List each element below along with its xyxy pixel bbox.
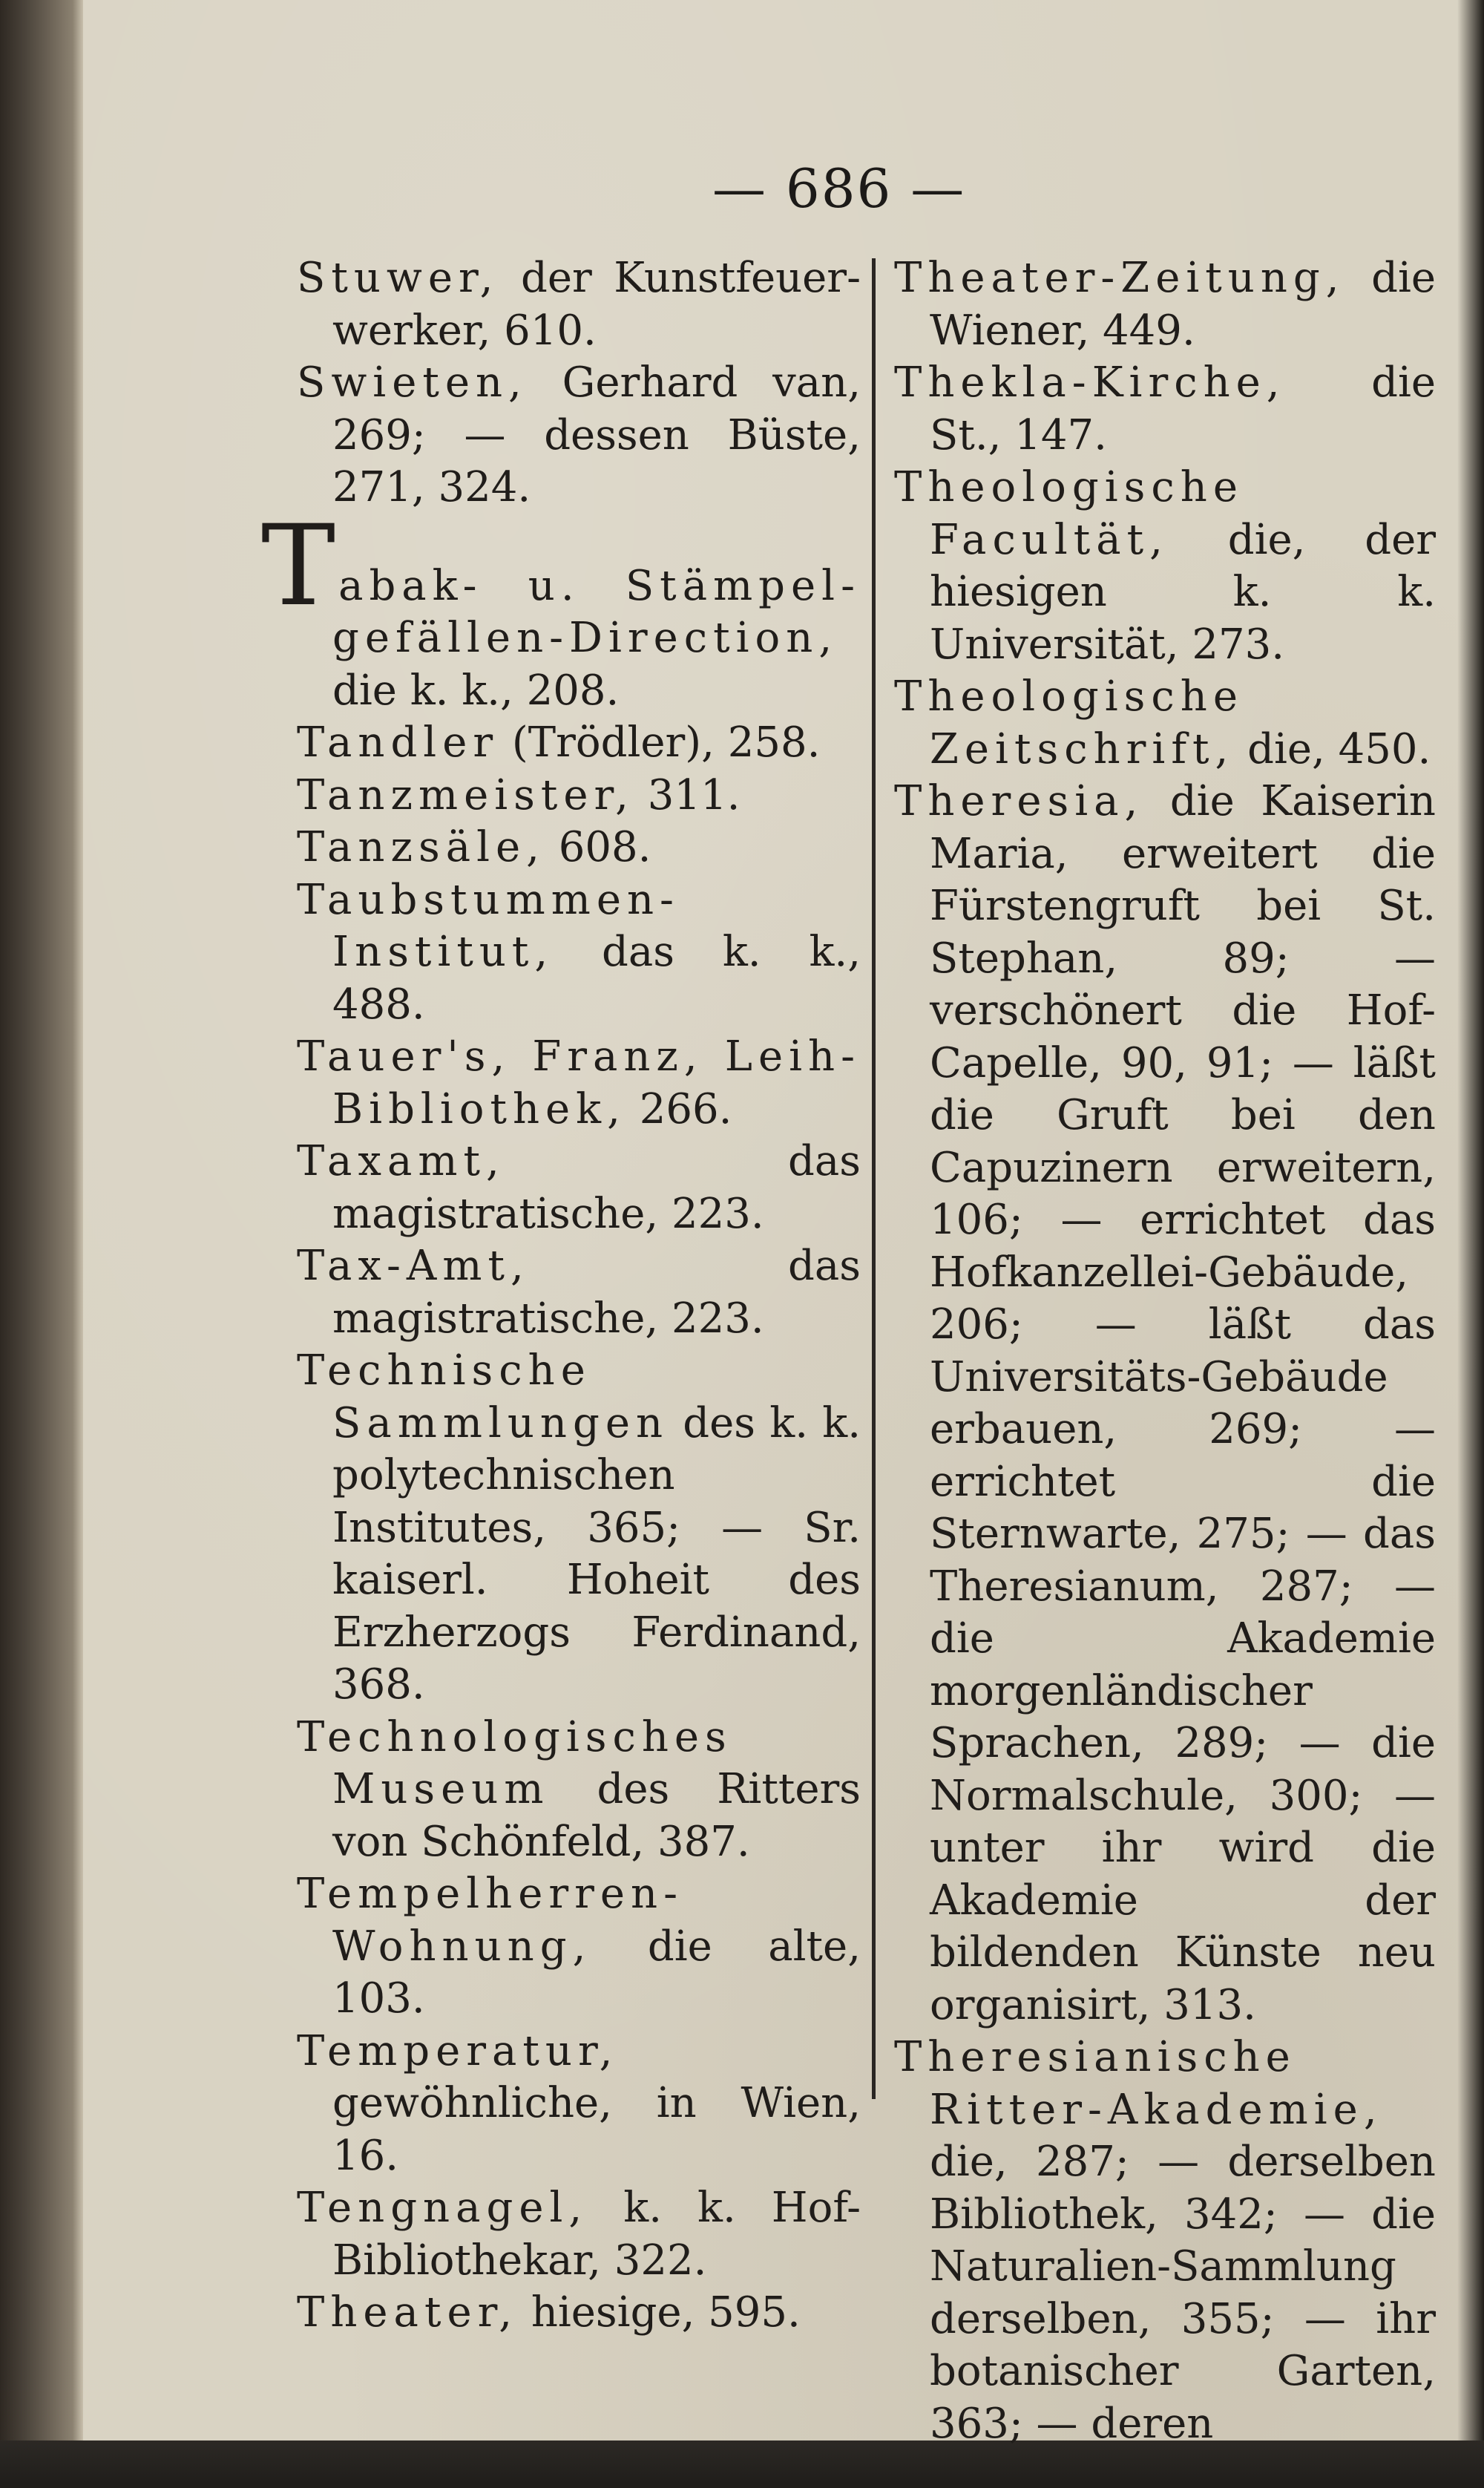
entry-headword: Theologische Zeitschrift, — [894, 672, 1244, 773]
entry-headword: abak- u. Stämpel-gefällen-Direction, — [332, 561, 861, 662]
entry-headword: Swieten, — [297, 359, 528, 407]
entry-text: die, 450. — [1234, 724, 1431, 773]
index-entry — [297, 252, 861, 357]
index-entry — [297, 874, 861, 1032]
entry-text: die Wiener, 449. — [930, 254, 1436, 355]
entry-headword: Tandler — [297, 718, 499, 767]
entry-headword: Tauer's, Franz, Leih-Bibliothek, — [297, 1032, 861, 1133]
entry-text: Gerhard van, 269; — dessen Büste, 271, 324. — [332, 359, 861, 511]
index-entry — [261, 501, 861, 718]
index-entry — [297, 822, 861, 874]
initial-letter: T — [261, 501, 336, 631]
index-entry — [894, 252, 1436, 357]
page-edge-shadow — [1457, 0, 1484, 2488]
entry-text: die, der hiesigen k. k. Universität, 273. — [930, 515, 1436, 669]
left-column — [261, 252, 861, 2340]
entry-text: gewöhnliche, in Wien, 16. — [332, 2079, 861, 2180]
entry-text: das magistratische, 223. — [332, 1242, 861, 1343]
entry-headword: Theologische Facultät, — [894, 463, 1244, 564]
entry-headword: Taxamt, — [297, 1137, 505, 1185]
entry-headword: Tanzmeister, — [297, 770, 634, 819]
index-entry — [297, 2026, 861, 2183]
entry-headword: Theater-Zeitung, — [894, 254, 1345, 302]
index-entry — [297, 1031, 861, 1136]
entry-text: die Kaiserin Maria, erweitert die Fürstengruft bei St. Stephan, 89; — verschönert die Hof-Capelle, 90, 91; — läßt die Gruft bei den Capuzinern erweitern, 106; — errichtet das Hofkanzellei-Gebäude, 206; — läßt das Universitäts-Gebäude erbauen, 269; — errichtet die Sternwarte, 275; — das Theresianum, 287; — die Akademie morgenländischer Sprachen, 289; — die Normalschule, 300; — unter ihr wird die Akademie der bildenden Künste neu organisirt, 313. — [930, 777, 1436, 2029]
index-entry — [297, 2182, 861, 2287]
page-number: — 686 — — [712, 157, 966, 220]
entry-text: die k. k., 208. — [332, 666, 620, 715]
index-entry — [894, 2032, 1436, 2450]
entry-text: k. k. Hof-Bibliothekar, 322. — [332, 2184, 861, 2285]
entry-text: hiesige, 595. — [518, 2288, 801, 2337]
index-entry — [297, 1868, 861, 2026]
index-entry — [297, 1136, 861, 1240]
entry-text: der Kunstfeuer-werker, 610. — [332, 254, 861, 355]
entry-headword: Taubstummen-Institut, — [297, 875, 680, 976]
entry-headword: Theresianische Ritter-Akademie, — [894, 2033, 1383, 2134]
index-entry — [297, 2287, 861, 2340]
entry-headword: Technologisches Museum — [297, 1712, 732, 1813]
entry-headword: Tempelherren-Wohnung, — [297, 1870, 684, 1971]
entry-headword: Tengnagel, — [297, 2184, 588, 2232]
entry-text: 608. — [545, 823, 651, 871]
index-entry — [297, 717, 861, 770]
entry-headword: Theater, — [297, 2288, 519, 2337]
book-spine — [0, 0, 73, 2488]
index-entry — [297, 1712, 861, 1869]
entry-text: (Trödler), 258. — [499, 718, 821, 767]
index-entry — [297, 770, 861, 822]
index-entry — [894, 776, 1436, 2032]
entry-text: das magistratische, 223. — [332, 1137, 861, 1238]
index-entry — [297, 357, 861, 514]
entry-text: des k. k. polytechnischen Institutes, 365; — Sr. kaiserl. Hoheit des Erzherzogs Ferdinand, 368. — [332, 1398, 861, 1709]
entry-headword: Tanzsäle, — [297, 823, 545, 871]
entry-text: 266. — [626, 1084, 732, 1133]
right-column — [894, 252, 1436, 2450]
index-entry — [894, 671, 1436, 776]
index-entry — [894, 357, 1436, 462]
entry-headword: Technische Sammlungen — [297, 1346, 669, 1447]
index-entry — [297, 1240, 861, 1345]
entry-text: die St., 147. — [930, 359, 1436, 459]
entry-text: 311. — [634, 770, 741, 819]
entry-text: die alte, 103. — [332, 1922, 861, 2023]
index-entry — [894, 462, 1436, 671]
entry-headword: Tax-Amt, — [297, 1242, 530, 1290]
entry-headword: Stuwer, — [297, 254, 499, 302]
entry-headword: Theresia, — [894, 777, 1144, 825]
entry-text: das k. k., 488. — [332, 928, 861, 1029]
entry-headword: Thekla-Kirche, — [894, 359, 1286, 407]
entry-text: des Ritters von Schönfeld, 387. — [332, 1765, 861, 1866]
index-entry — [297, 1345, 861, 1712]
column-divider — [872, 258, 876, 2099]
entry-headword: Temperatur, — [297, 2026, 619, 2075]
entry-text: die, 287; — derselben Bibliothek, 342; — die Naturalien-Sammlung derselben, 355; — ihr botanischer Garten, 363; — deren — [930, 2138, 1436, 2448]
page-gutter — [73, 0, 83, 2488]
